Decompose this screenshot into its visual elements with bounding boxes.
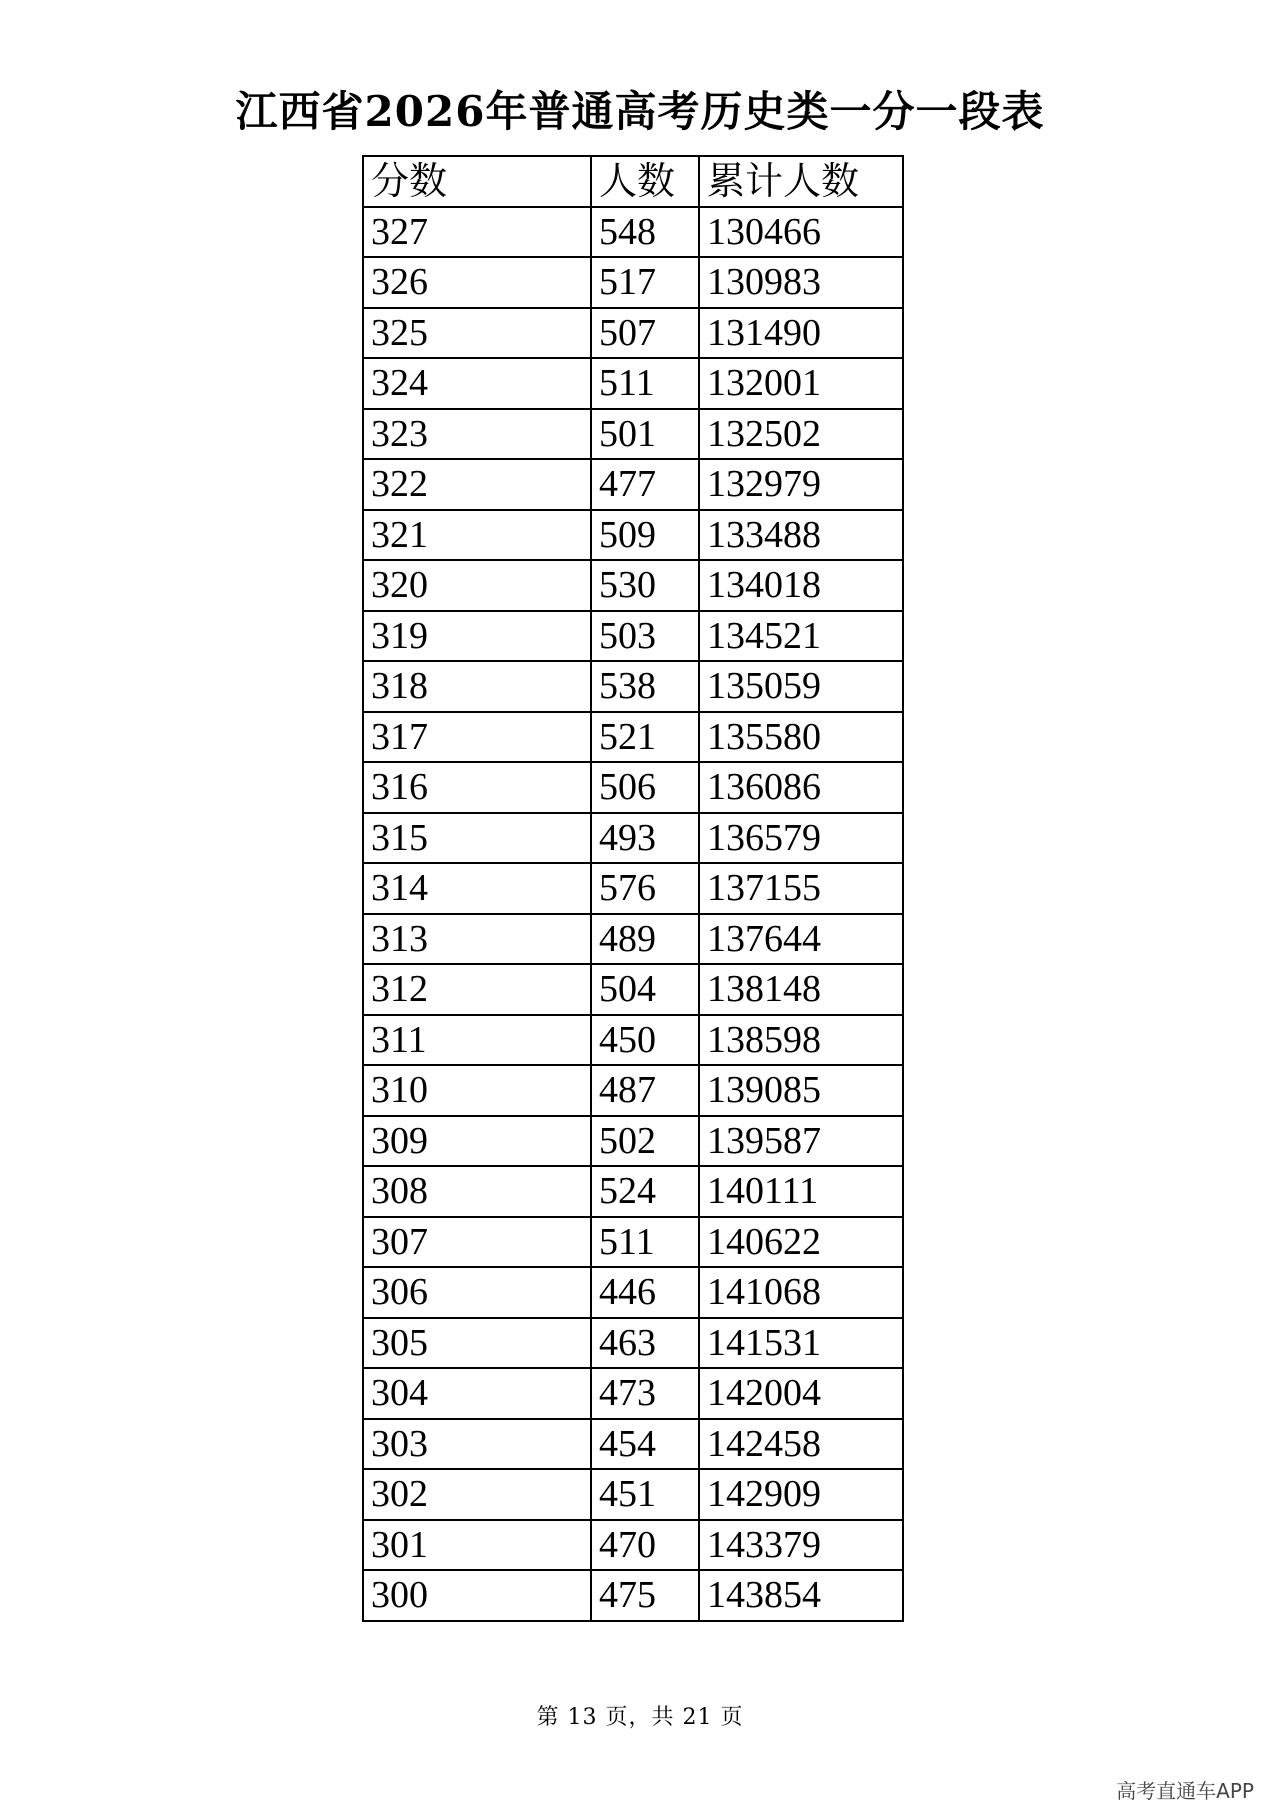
count-cell: 489 <box>591 914 699 965</box>
score-cell: 317 <box>363 712 591 763</box>
cumulative-cell: 136086 <box>699 762 903 813</box>
score-cell: 303 <box>363 1419 591 1470</box>
count-cell: 524 <box>591 1166 699 1217</box>
page-footer: 第 13 页，共 21 页 <box>536 1705 744 1730</box>
table-row <box>363 611 903 662</box>
score-cell: 315 <box>363 813 591 864</box>
score-cell: 313 <box>363 914 591 965</box>
table-row <box>363 1015 903 1066</box>
score-cell: 325 <box>363 308 591 359</box>
count-cell: 501 <box>591 409 699 460</box>
table-row <box>363 964 903 1015</box>
count-cell: 506 <box>591 762 699 813</box>
table-row <box>363 1469 903 1520</box>
table-row <box>363 1419 903 1470</box>
cumulative-cell: 135059 <box>699 661 903 712</box>
count-cell: 502 <box>591 1116 699 1167</box>
score-cell: 301 <box>363 1520 591 1571</box>
count-cell: 451 <box>591 1469 699 1520</box>
score-cell: 321 <box>363 510 591 561</box>
table-row <box>363 661 903 712</box>
cumulative-cell: 137155 <box>699 863 903 914</box>
table-row <box>363 1368 903 1419</box>
count-cell: 473 <box>591 1368 699 1419</box>
count-cell: 548 <box>591 207 699 258</box>
cumulative-cell: 143379 <box>699 1520 903 1571</box>
cumulative-cell: 142909 <box>699 1469 903 1520</box>
score-cell: 318 <box>363 661 591 712</box>
score-cell: 308 <box>363 1166 591 1217</box>
score-cell: 312 <box>363 964 591 1015</box>
table-row <box>363 1065 903 1116</box>
count-cell: 509 <box>591 510 699 561</box>
cumulative-cell: 138148 <box>699 964 903 1015</box>
count-cell: 504 <box>591 964 699 1015</box>
count-cell: 511 <box>591 358 699 409</box>
table-header-row <box>363 156 903 207</box>
count-cell: 454 <box>591 1419 699 1470</box>
header-score: 分数 <box>363 156 591 207</box>
score-cell: 327 <box>363 207 591 258</box>
cumulative-cell: 137644 <box>699 914 903 965</box>
table-row <box>363 257 903 308</box>
cumulative-cell: 143854 <box>699 1570 903 1621</box>
count-cell: 517 <box>591 257 699 308</box>
score-cell: 319 <box>363 611 591 662</box>
score-cell: 310 <box>363 1065 591 1116</box>
count-cell: 493 <box>591 813 699 864</box>
count-cell: 475 <box>591 1570 699 1621</box>
score-cell: 304 <box>363 1368 591 1419</box>
cumulative-cell: 139085 <box>699 1065 903 1116</box>
table-row <box>363 914 903 965</box>
count-cell: 538 <box>591 661 699 712</box>
score-table <box>362 155 904 1622</box>
score-cell: 307 <box>363 1217 591 1268</box>
count-cell: 521 <box>591 712 699 763</box>
table-row <box>363 1520 903 1571</box>
count-cell: 446 <box>591 1267 699 1318</box>
page-title: 江西省2026年普通高考历史类一分一段表 <box>235 87 1045 136</box>
table-row <box>363 762 903 813</box>
cumulative-cell: 130983 <box>699 257 903 308</box>
cumulative-cell: 138598 <box>699 1015 903 1066</box>
score-cell: 309 <box>363 1116 591 1167</box>
count-cell: 530 <box>591 560 699 611</box>
count-cell: 503 <box>591 611 699 662</box>
cumulative-cell: 131490 <box>699 308 903 359</box>
table-row <box>363 712 903 763</box>
table-row <box>363 813 903 864</box>
cumulative-cell: 132001 <box>699 358 903 409</box>
score-cell: 320 <box>363 560 591 611</box>
table-row <box>363 409 903 460</box>
count-cell: 511 <box>591 1217 699 1268</box>
score-cell: 314 <box>363 863 591 914</box>
score-cell: 323 <box>363 409 591 460</box>
cumulative-cell: 134018 <box>699 560 903 611</box>
table-row <box>363 1116 903 1167</box>
table-row <box>363 358 903 409</box>
table-row <box>363 1570 903 1621</box>
count-cell: 450 <box>591 1015 699 1066</box>
score-cell: 322 <box>363 459 591 510</box>
cumulative-cell: 134521 <box>699 611 903 662</box>
cumulative-cell: 130466 <box>699 207 903 258</box>
table-row <box>363 1166 903 1217</box>
score-cell: 300 <box>363 1570 591 1621</box>
score-cell: 305 <box>363 1318 591 1369</box>
cumulative-cell: 136579 <box>699 813 903 864</box>
cumulative-cell: 142458 <box>699 1419 903 1470</box>
score-cell: 306 <box>363 1267 591 1318</box>
score-cell: 302 <box>363 1469 591 1520</box>
cumulative-cell: 141068 <box>699 1267 903 1318</box>
table-row <box>363 863 903 914</box>
table-row <box>363 1217 903 1268</box>
count-cell: 487 <box>591 1065 699 1116</box>
cumulative-cell: 139587 <box>699 1116 903 1167</box>
cumulative-cell: 132502 <box>699 409 903 460</box>
table-row <box>363 1318 903 1369</box>
header-count: 人数 <box>591 156 699 207</box>
count-cell: 477 <box>591 459 699 510</box>
table-row <box>363 1267 903 1318</box>
score-cell: 316 <box>363 762 591 813</box>
score-cell: 326 <box>363 257 591 308</box>
table-row <box>363 459 903 510</box>
count-cell: 463 <box>591 1318 699 1369</box>
cumulative-cell: 140622 <box>699 1217 903 1268</box>
score-cell: 311 <box>363 1015 591 1066</box>
count-cell: 576 <box>591 863 699 914</box>
count-cell: 507 <box>591 308 699 359</box>
header-cumulative: 累计人数 <box>699 156 903 207</box>
cumulative-cell: 141531 <box>699 1318 903 1369</box>
table-row <box>363 308 903 359</box>
watermark: 高考直通车APP <box>1116 1779 1254 1803</box>
table-row <box>363 560 903 611</box>
table-row <box>363 510 903 561</box>
count-cell: 470 <box>591 1520 699 1571</box>
cumulative-cell: 142004 <box>699 1368 903 1419</box>
cumulative-cell: 135580 <box>699 712 903 763</box>
cumulative-cell: 140111 <box>699 1166 903 1217</box>
cumulative-cell: 133488 <box>699 510 903 561</box>
score-cell: 324 <box>363 358 591 409</box>
table-row <box>363 207 903 258</box>
cumulative-cell: 132979 <box>699 459 903 510</box>
